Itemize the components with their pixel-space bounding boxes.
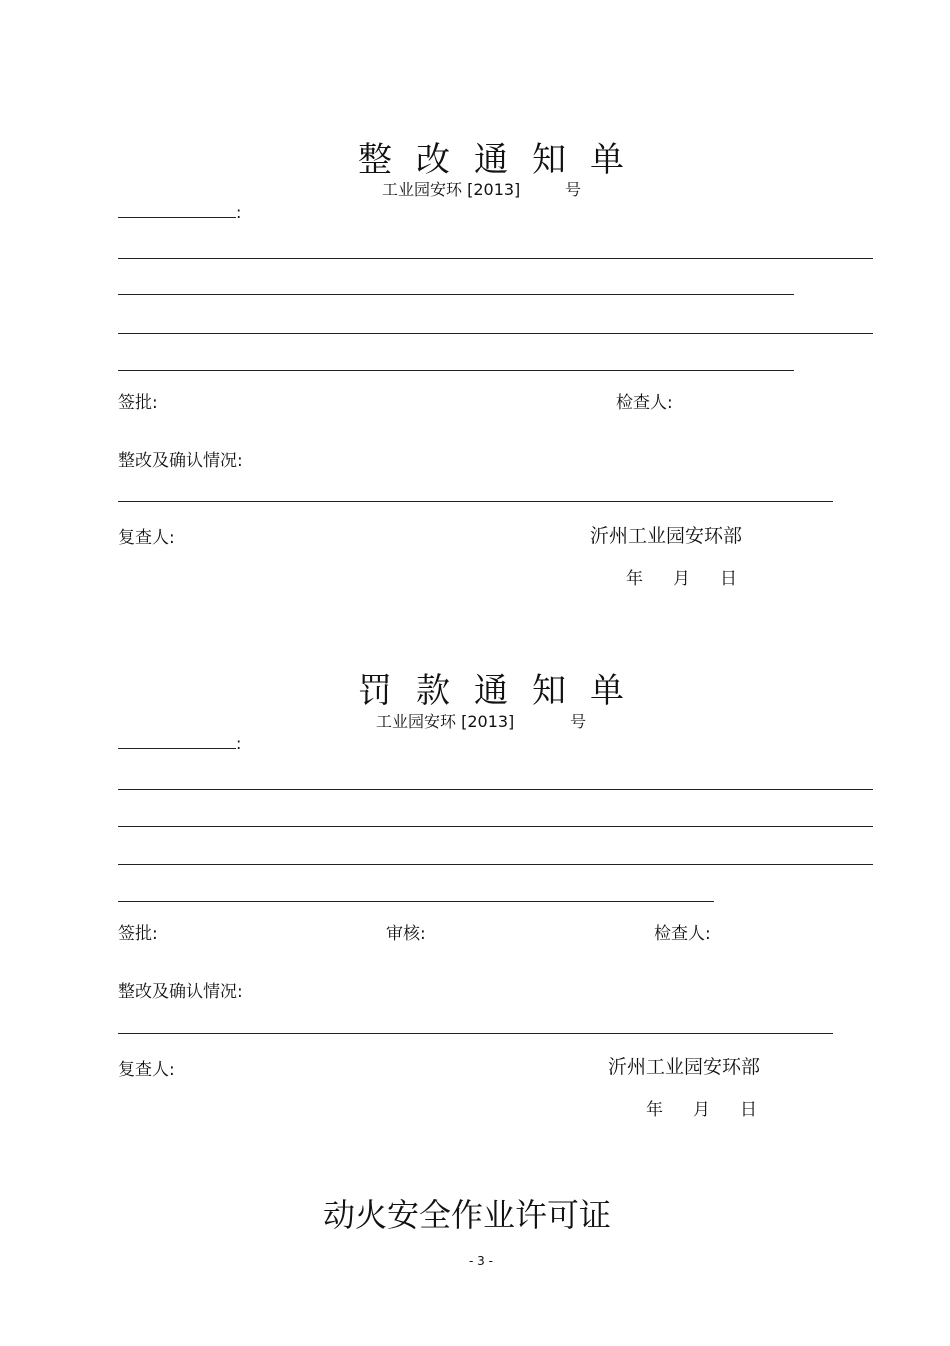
addressee-colon: : (236, 734, 242, 753)
addressee-colon: : (236, 203, 242, 222)
addressee-blank (118, 734, 236, 749)
notice1-department: 沂州工业园安环部 (590, 525, 743, 547)
notice2-department: 沂州工业园安环部 (608, 1056, 761, 1078)
notice2-content-line (118, 789, 873, 790)
notice2-content-line (118, 864, 873, 865)
date-month: 月 (693, 1100, 710, 1120)
addressee-blank (118, 203, 236, 218)
notice2-rectify-line (118, 1033, 833, 1034)
title-char: 知 (532, 671, 568, 711)
permit-title: 动火安全作业许可证 (323, 1196, 612, 1234)
notice1-rectify-line (118, 501, 833, 502)
date-month: 月 (673, 569, 690, 589)
title-char: 通 (474, 671, 510, 711)
notice1-rectify-label: 整改及确认情况: (118, 451, 243, 471)
notice1-addressee (118, 203, 241, 222)
title-char: 通 (474, 140, 510, 180)
notice2-addressee (118, 734, 241, 753)
title-char: 整 (358, 140, 394, 180)
date-day: 日 (720, 569, 737, 589)
notice2-number-suffix: 号 (570, 712, 587, 731)
title-char: 改 (416, 140, 452, 180)
notice1-content-line (118, 370, 794, 371)
notice2-review-label: 审核: (386, 924, 426, 944)
notice1-content-line (118, 258, 873, 259)
notice2-approve-label: 签批: (118, 924, 158, 944)
notice1-inspector-label: 检查人: (616, 393, 673, 413)
notice1-title (358, 132, 626, 181)
title-char: 单 (590, 140, 626, 180)
notice2-date (646, 1095, 757, 1120)
notice2-title (358, 663, 626, 712)
date-day: 日 (740, 1100, 757, 1120)
notice2-recheck-label: 复查人: (118, 1060, 175, 1080)
notice2-content-line (118, 826, 873, 827)
notice2-rectify-label: 整改及确认情况: (118, 982, 243, 1002)
notice1-content-line (118, 294, 794, 295)
notice2-inspector-label: 检查人: (654, 924, 711, 944)
notice1-approve-label: 签批: (118, 393, 158, 413)
notice1-doc-number: 工业园安环 [2013] (382, 180, 521, 199)
date-year: 年 (646, 1100, 663, 1120)
notice2-doc-number: 工业园安环 [2013] (376, 712, 515, 731)
title-char: 知 (532, 140, 568, 180)
date-year: 年 (626, 569, 643, 589)
title-char: 单 (590, 671, 626, 711)
notice1-date (626, 564, 737, 589)
notice2-content-line (118, 901, 714, 902)
notice1-content-line (118, 333, 873, 334)
title-char: 罚 (358, 671, 394, 711)
title-char: 款 (416, 671, 452, 711)
notice1-number-suffix: 号 (565, 180, 582, 199)
notice1-recheck-label: 复查人: (118, 528, 175, 548)
page-number: - 3 - (469, 1254, 493, 1268)
